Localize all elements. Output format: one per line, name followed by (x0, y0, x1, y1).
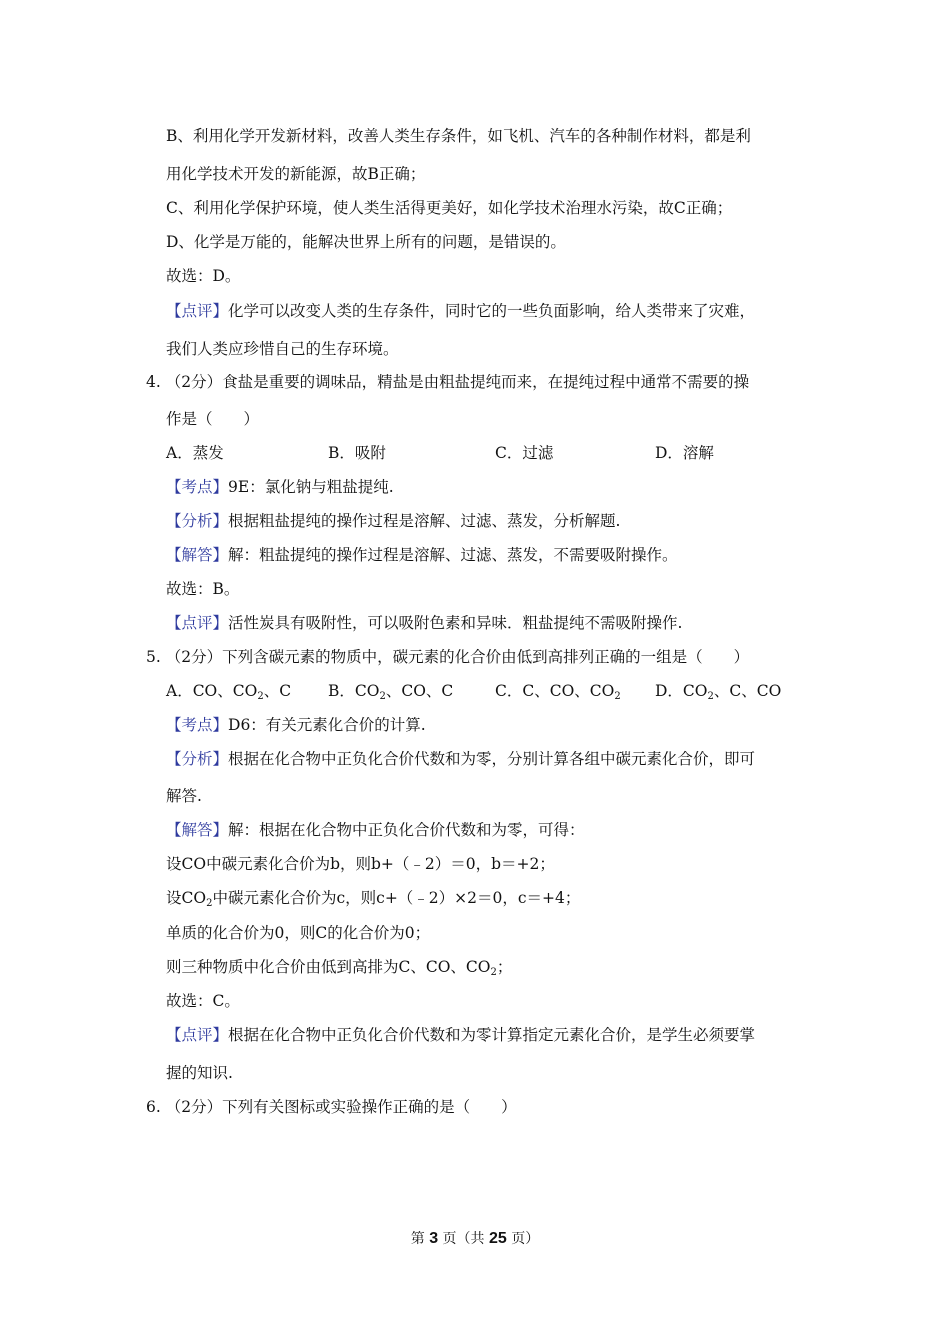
q3-comment-line2: 我们人类应珍惜自己的生存环境。 (166, 340, 399, 358)
knowledge-point-text: 9E：氯化钠与粗盐提纯. (228, 478, 394, 496)
solution-tag: 【解答】 (166, 821, 229, 839)
page-number: 3 (429, 1230, 439, 1247)
question-5-stem (146, 647, 749, 667)
question-number: 4. (146, 373, 161, 391)
comment-text: 根据在化合物中正负化合价代数和为零计算指定元素化合价，是学生必须要掌 (228, 1026, 756, 1044)
q5-answer-choice: 故选：C。 (166, 992, 240, 1010)
q5-step-3: 单质的化合价为0，则C的化合价为0； (166, 924, 431, 942)
question-6-stem (146, 1097, 517, 1117)
solution-tag: 【解答】 (166, 546, 229, 564)
option-b: B．$CO_2$、CO、C (328, 682, 454, 702)
q5-step-2: 设$CO_2$中碳元素化合价为c，则c+（﹣2）×2＝0，c＝+4； (166, 889, 581, 909)
solution-text: 解：根据在化合物中正负化合价代数和为零，可得： (228, 821, 585, 839)
q5-step-1: 设CO中碳元素化合价为b，则b+（﹣2）＝0，b＝+2； (166, 855, 555, 873)
q3-option-d: D、化学是万能的，能解决世界上所有的问题，是错误的。 (166, 233, 566, 251)
comment-text: 活性炭具有吸附性，可以吸附色素和异味．粗盐提纯不需吸附操作. (228, 614, 683, 632)
option-c: C．C、CO、$CO_2$ (495, 682, 621, 702)
q3-option-b-line1: B、利用化学开发新材料，改善人类生存条件，如飞机、汽车的各种制作材料，都是利 (166, 127, 751, 145)
q4-knowledge-point (166, 477, 394, 497)
analysis-text: 根据在化合物中正负化合价代数和为零，分别计算各组中碳元素化合价，即可 (228, 750, 756, 768)
q4-answer-choice: 故选：B。 (166, 580, 240, 598)
q3-option-b-line2: 用化学技术开发的新能源，故B正确； (166, 165, 426, 183)
question-number: 5. (146, 648, 161, 666)
option-c: C．过滤 (495, 444, 554, 462)
comment-tag: 【点评】 (166, 302, 229, 320)
analysis-text: 根据粗盐提纯的操作过程是溶解、过滤、蒸发，分析解题. (228, 512, 621, 530)
q3-comment-text: 化学可以改变人类的生存条件，同时它的一些负面影响，给人类带来了灾难， (228, 302, 756, 320)
q5-analysis (166, 749, 755, 769)
q5-comment (166, 1025, 755, 1045)
question-6-text: （2分）下列有关图标或实验操作正确的是（ ） (165, 1098, 517, 1116)
q4-solution (166, 545, 678, 565)
comment-tag: 【点评】 (166, 1026, 229, 1044)
knowledge-point-text: D6：有关元素化合价的计算. (228, 716, 426, 734)
q5-step-4: 则三种物质中化合价由低到高排为C、CO、$CO_2$； (166, 958, 513, 978)
option-d: D．$CO_2$、C、CO (655, 682, 782, 702)
knowledge-point-tag: 【考点】 (166, 716, 229, 734)
comment-tag: 【点评】 (166, 614, 229, 632)
option-d: D．溶解 (655, 444, 714, 462)
q3-answer-choice: 故选：D。 (166, 267, 241, 285)
knowledge-point-tag: 【考点】 (166, 478, 229, 496)
question-number: 6. (146, 1098, 161, 1116)
q3-comment (166, 301, 755, 321)
q5-comment-line2: 握的知识. (166, 1064, 233, 1082)
q4-comment (166, 613, 682, 633)
q5-analysis-line2: 解答. (166, 787, 202, 805)
analysis-tag: 【分析】 (166, 512, 229, 530)
q5-solution (166, 820, 585, 840)
question-4-stem-line2: 作是（ ） (166, 410, 260, 428)
analysis-tag: 【分析】 (166, 750, 229, 768)
q3-option-c: C、利用化学保护环境，使人类生活得更美好，如化学技术治理水污染，故C正确； (166, 199, 733, 217)
question-5-text: （2分）下列含碳元素的物质中，碳元素的化合价由低到高排列正确的一组是（ ） (165, 648, 750, 666)
question-4-stem (146, 372, 749, 392)
page-total: 25 (489, 1230, 507, 1247)
option-a: A．蒸发 (166, 444, 224, 462)
question-4-text: （2分）食盐是重要的调味品，精盐是由粗盐提纯而来，在提纯过程中通常不需要的操 (165, 373, 750, 391)
page-footer: 第 3 页（共 25 页） (410, 1230, 540, 1247)
q4-analysis (166, 511, 620, 531)
option-b: B．吸附 (328, 444, 386, 462)
solution-text: 解：粗盐提纯的操作过程是溶解、过滤、蒸发，不需要吸附操作。 (228, 546, 678, 564)
option-a: A．CO、$CO_2$、C (166, 682, 292, 702)
q5-knowledge-point (166, 715, 426, 735)
